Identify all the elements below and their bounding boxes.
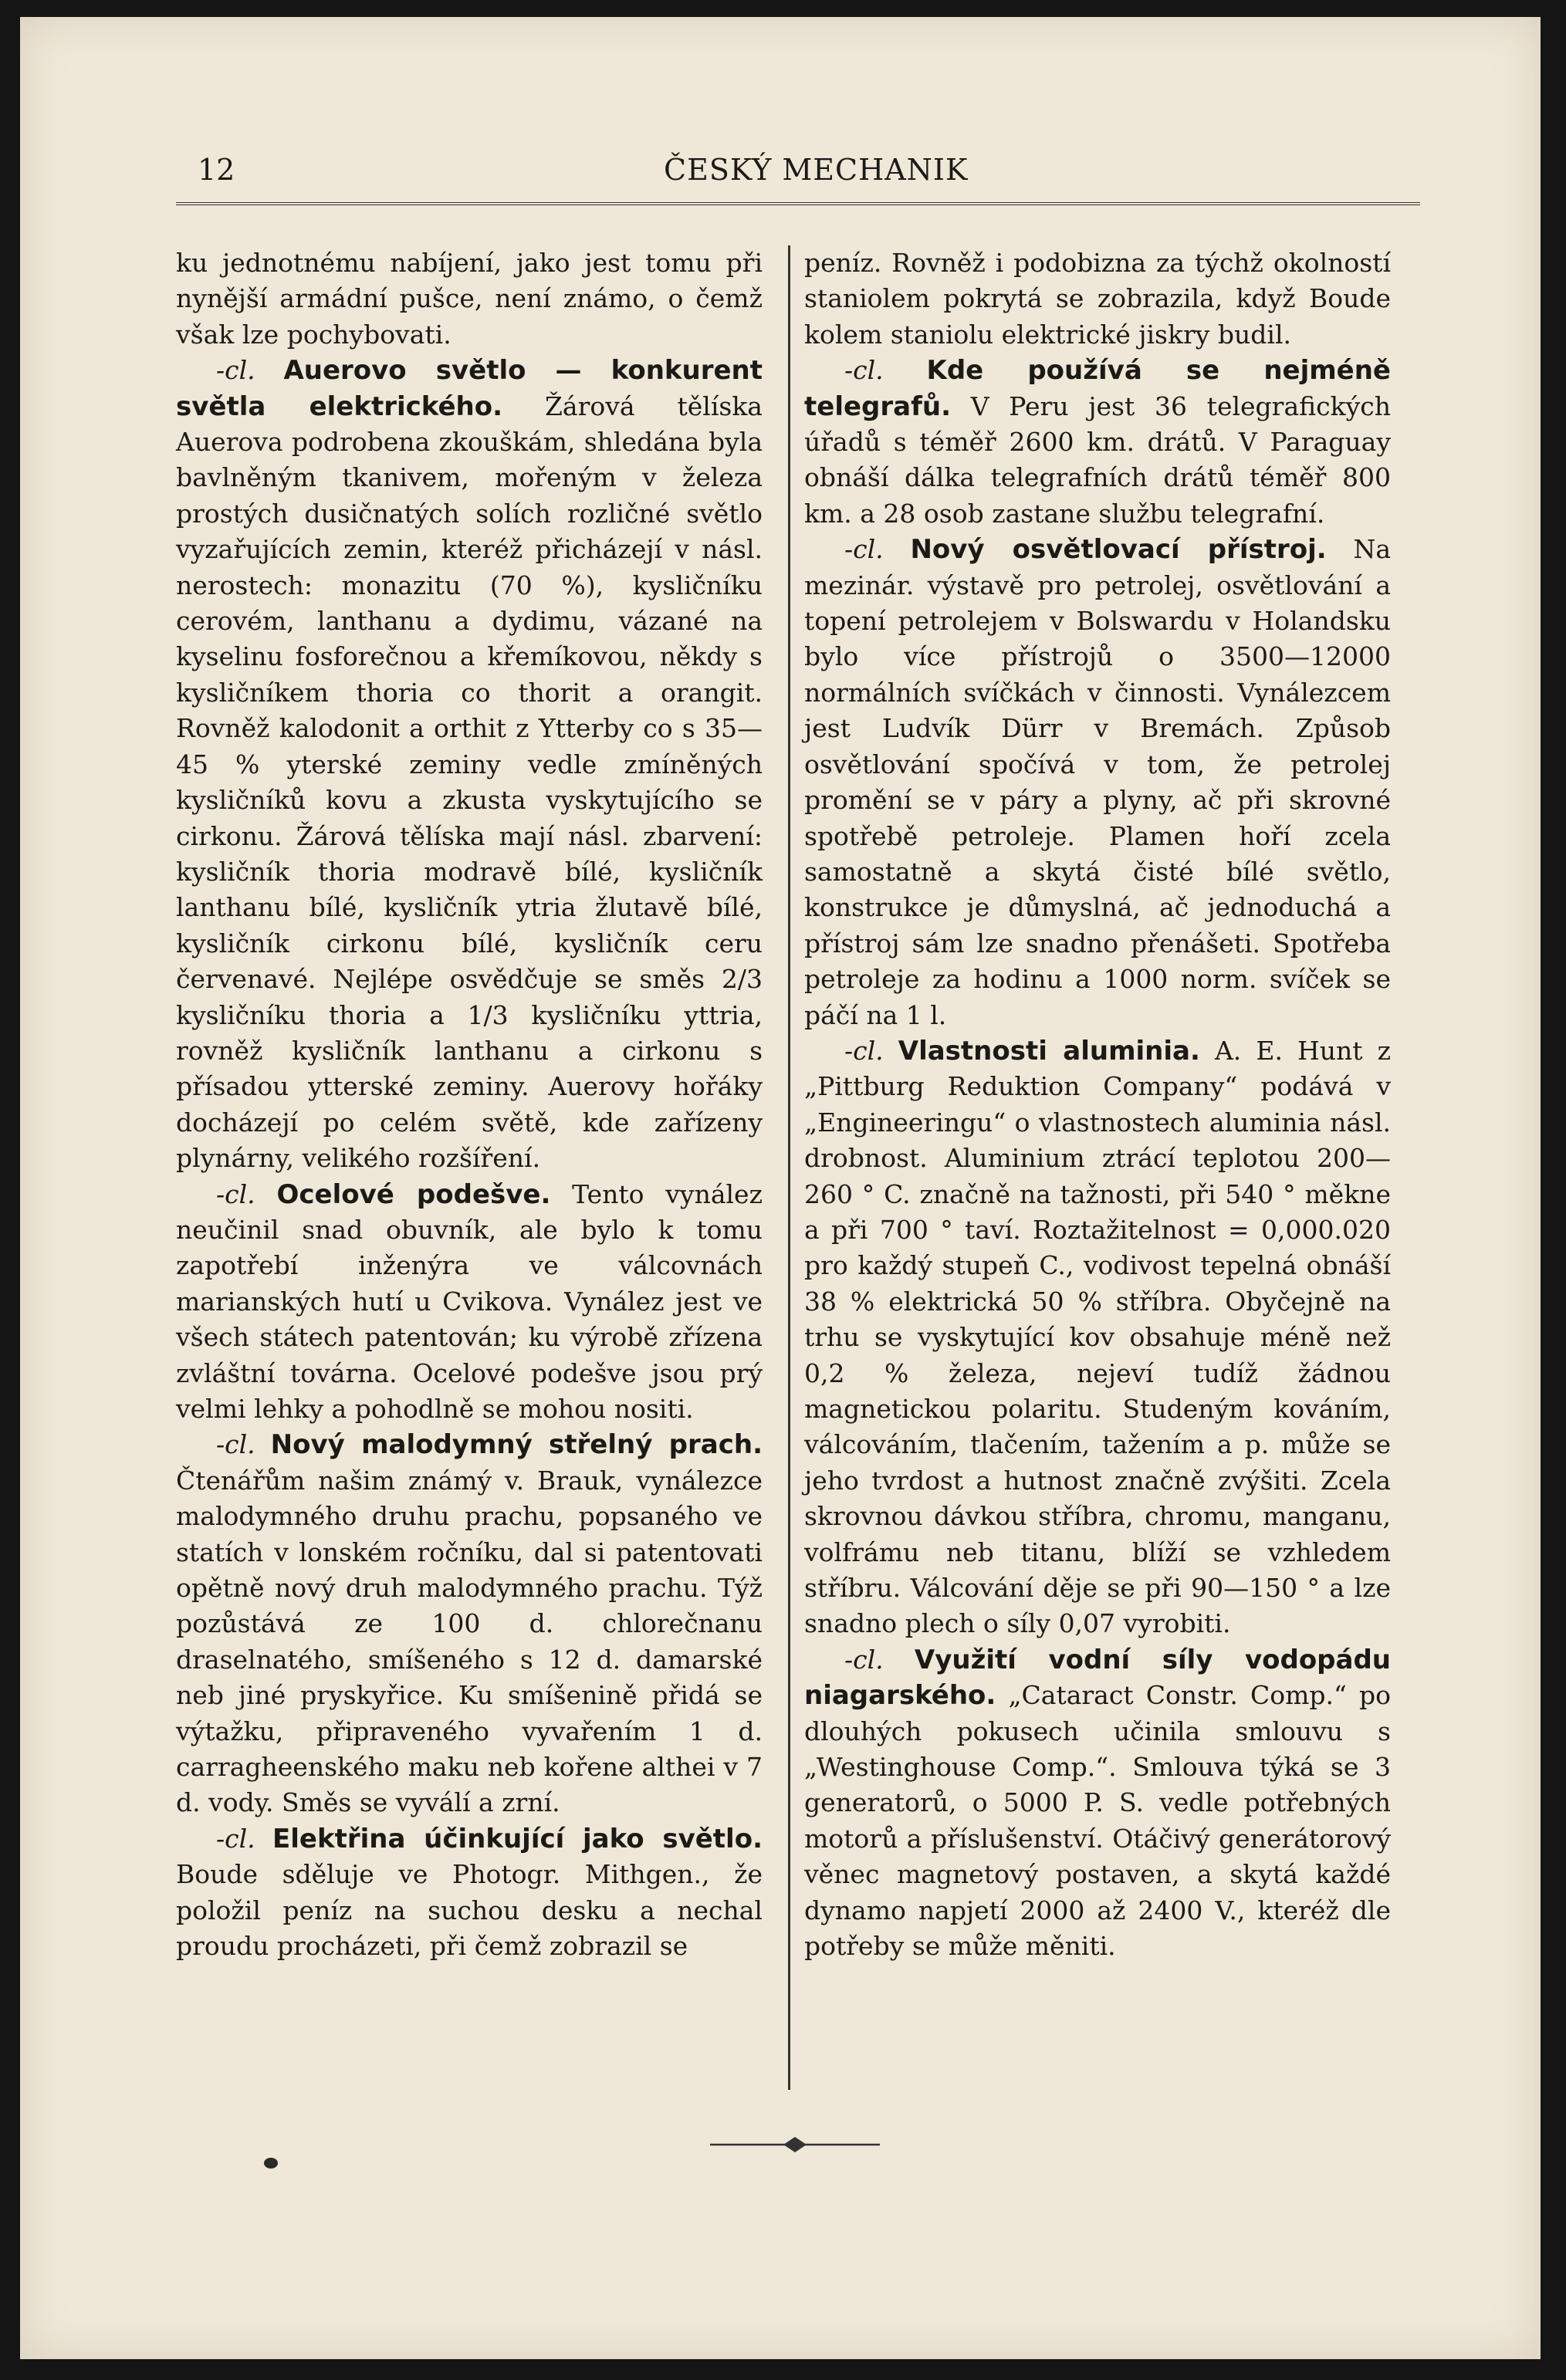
article-heading: Nový malodymný střelný prach.	[270, 1429, 763, 1461]
article-lighting-device: -cl. Nový osvětlovací přístroj. Na mezinár. výstavě pro petrolej, osvětlování a topení petrolejem v Bolswardu v Holandsku bylo více přístrojů o 3500—12000 normálních svíčkách v činnosti. Vynálezcem jest Ludvík Dürr v Bremách. Způsob osvětlování spočívá v tom, že petrolej promění se v páry a plyny, ač při skrovné spotřebě petroleje. Plamen hoří zcela samostatně a skytá čisté bílé světlo, konstrukce je důmyslná, ač jednoduchá a přístroj sám lze snadno přenášeti. Spotřeba petroleje za hodinu a 1000 norm. svíček se páčí na 1 l.	[804, 534, 1392, 1030]
running-header	[198, 153, 977, 199]
article-electricity-light: -cl. Elektřina účinkující jako světlo. Boude sděluje ve Photogr. Mithgen., že položil peníz na suchou desku a nechal proudu procházeti, při čemž zobrazil se	[176, 1823, 763, 1962]
article-smokeless-powder: -cl. Nový malodymný střelný prach. Čtenářům našim známý v. Brauk, vynálezce malodymného druhu prachu, popsaného ve statích v lonském ročníku, dal si patentovati opětně nový druh malodymného prachu. Týž pozůstává ze 100 d. chlorečnanu draselnatého, smíšeného s 12 d. damarské neb jiné pryskyřice. Ku smíšenině přidá se výtažku, připraveného vyvařením 1 d. carragheenského maku neb kořene althei v 7 d. vody. Směs se vyválí a zrní.	[176, 1429, 763, 1818]
ink-spot	[264, 2158, 278, 2169]
article-continuation: peníz. Rovněž i podobizna za týchž okolností staniolem pokrytá se zobrazila, když Boude kolem staniolu elektrické jiskry budil.	[804, 248, 1391, 350]
left-column	[176, 245, 763, 1965]
article-niagara: -cl. Využití vodní síly vodopádu niagarského. „Cataract Constr. Comp.“ po dlouhých pokusech učinila smlouvu s „Westinghouse Comp.“. Smlouva týká se 3 generatorů, o 5000 P. S. vedle potřebných motorů a příslušenství. Otáčivý generátorový věnec magnetový postaven, a skytá každé dynamo napjetí 2000 až 2400 V., kteréž dle potřeby se může měniti.	[804, 1644, 1392, 1962]
article-heading: Nový osvětlovací přístroj.	[910, 534, 1327, 566]
article-steel-soles: -cl. Ocelové podešve. Tento vynález neučinil snad obuvník, ale bylo k tomu zapotřebí inženýra ve válcovnách marianských hutí u Cvikova. Vynález jest ve všech státech patentován; ku výrobě zřízena zvláštní továrna. Ocelové podešve jsou prý velmi lehky a pohodlně se mohou nositi.	[176, 1178, 763, 1424]
article-auer-light: -cl. Auerovo světlo — konkurent světla elektrického. Žárová tělíska Auerova podrobena zkouškám, shledána byla bavlněným tkanivem, mořeným v železa prostých dusičnatých solích rozličné světlo vyzařujících zemin, kteréž přicházejí v násl. nerostech: monazitu (70 %), kysličníku cerovém, lanthanu a dydimu, vázané na kyselinu fosforečnou a křemíkovou, někdy s kysličníkem thoria co thorit a orangit. Rovněž kalodonit a orthit z Ytterby co s 35—45 % yterské zeminy vedle zmíněných kysličníků kovu a zkusta vyskytujícího se cirkonu. Žárová tělíska mají násl. zbarvení: kysličník thoria modravě bílé, kysličník lanthanu bílé, kysličník ytria žlutavě bílé, kysličník cirkonu bílé, kysličník ceru červenavé. Nejlépe osvědčuje se směs 2/3 kysličníku thoria a 1/3 kysličníku yttria, rovněž kysličník lanthanu a cirkonu s přísadou ytterské zeminy. Auerovy hořáky docházejí po celém světě, kde zařízeny plynárny, velikého rozšíření.	[176, 355, 763, 1174]
article-telegraphs: -cl. Kde používá se nejméně telegrafů. V Peru jest 36 telegrafických úřadů s téměř 2600 km. drátů. V Paraguay obnáší dálka telegrafních drátů téměř 800 km. a 28 osob zastane službu telegrafní.	[804, 355, 1391, 529]
right-column	[804, 245, 1391, 1965]
running-title: ČESKÝ MECHANIK	[664, 153, 969, 187]
article-heading: Využití vodní síly vodopádu niagarského.	[804, 1644, 1392, 1712]
article-heading: Ocelové podešve.	[276, 1178, 551, 1210]
page-number: 12	[198, 153, 235, 187]
column-divider	[788, 245, 790, 2090]
article-heading: Elektřina účinkující jako světlo.	[272, 1823, 763, 1854]
article-aluminium: -cl. Vlastnosti aluminia. A. E. Hunt z „Pittburg Reduktion Company“ podává v „Engineeringu“ o vlastnostech aluminia násl. drobnost. Aluminium ztrácí teplotou 200—260 ° C. značně na tažnosti, při 540 ° měkne a při 700 ° taví. Roztažitelnost = 0,000.020 pro každý stupeň C., vodivost tepelná obnáší 38 % elektrická 50 % stříbra. Obyčejně na trhu se vyskytující kov obsahuje méně než 0,2 % železa, nejeví tudíž žádnou magnetickou polaritu. Studeným kováním, válcováním, tlačením, tažením a p. může se jeho tvrdost a hutnost značně zvýšiti. Zcela skrovnou dávkou stříbra, chromu, manganu, volfrámu neb titanu, blíží se vzhledem stříbru. Válcování děje se při 90—150 ° a lze snadno plech o síly 0,07 vyrobiti.	[804, 1035, 1391, 1639]
header-rule	[176, 202, 1420, 205]
article-heading: Auerovo světlo — konkurent světla elektrického.	[176, 355, 763, 422]
end-ornament	[710, 2133, 880, 2156]
article-heading: Vlastnosti aluminia.	[898, 1035, 1200, 1067]
article-continuation: ku jednotnému nabíjení, jako jest tomu při nynější armádní pušce, není známo, o čemž však lze pochybovati.	[176, 248, 763, 350]
article-heading: Kde používá se nejméně telegrafů.	[804, 355, 1391, 422]
